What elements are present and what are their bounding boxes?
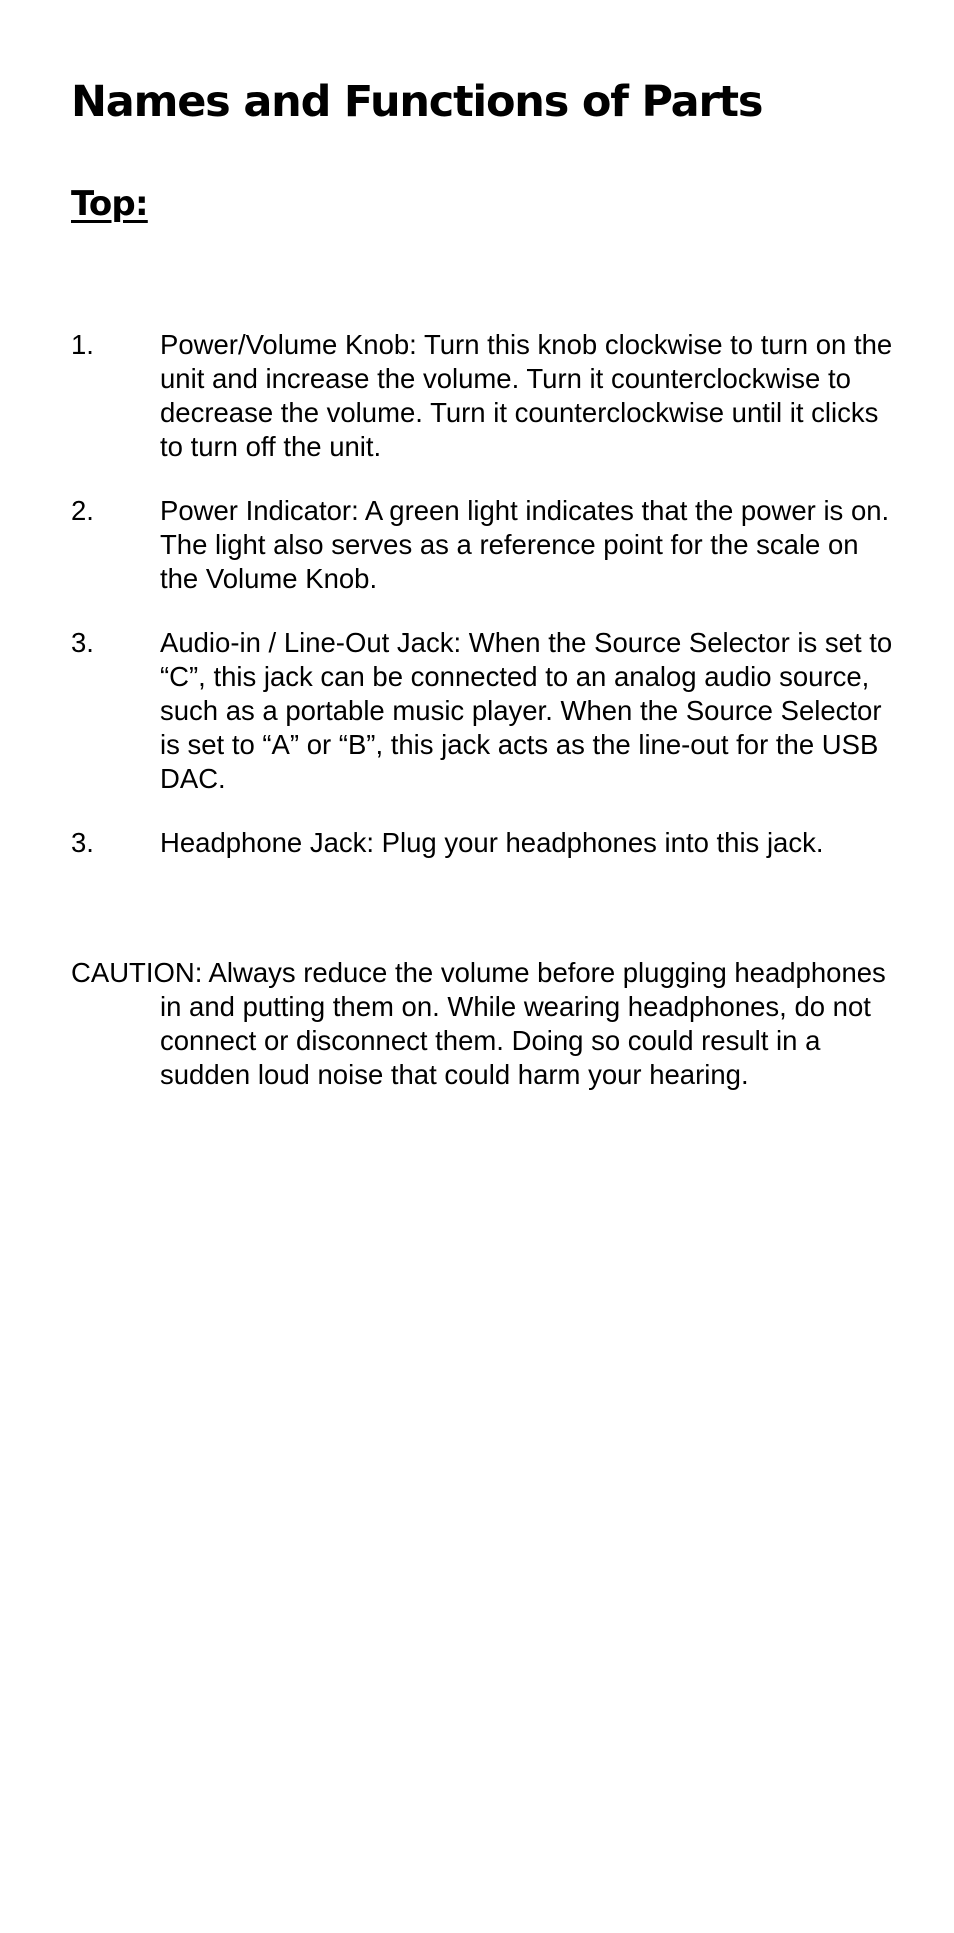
item-number: 3. bbox=[71, 827, 94, 858]
item-number: 2. bbox=[71, 495, 94, 526]
list-item bbox=[71, 626, 901, 796]
list-item bbox=[71, 328, 901, 464]
page-title: Names and Functions of Parts bbox=[71, 77, 763, 127]
caution-note: CAUTION: Always reduce the volume before plugging headphones in and putting them on. While wearing headphones, do not connect or disconnect them. Doing so could result in a sudden loud noise that could harm your hearing. bbox=[71, 957, 886, 1090]
item-description: Power Indicator: A green light indicates that the power is on. The light also serves as a reference point for the scale on the Volume Knob. bbox=[160, 495, 890, 594]
item-number: 1. bbox=[71, 329, 94, 360]
item-description: Headphone Jack: Plug your headphones into this jack. bbox=[160, 827, 824, 858]
list-item bbox=[71, 826, 901, 860]
item-number: 3. bbox=[71, 627, 94, 658]
section-heading-top: Top: bbox=[71, 184, 148, 224]
item-description: Power/Volume Knob: Turn this knob clockwise to turn on the unit and increase the volume. Turn it counterclockwise to decrease the volume. Turn it counterclockwise until it clicks to turn off the unit. bbox=[160, 329, 893, 462]
parts-list bbox=[71, 328, 901, 890]
item-description: Audio-in / Line-Out Jack: When the Source Selector is set to “C”, this jack can be connected to an analog audio source, such as a portable music player. When the Source Selector is set to “A” or “B”, this jack acts as the line-out for the USB DAC. bbox=[160, 627, 893, 794]
list-item bbox=[71, 494, 901, 596]
